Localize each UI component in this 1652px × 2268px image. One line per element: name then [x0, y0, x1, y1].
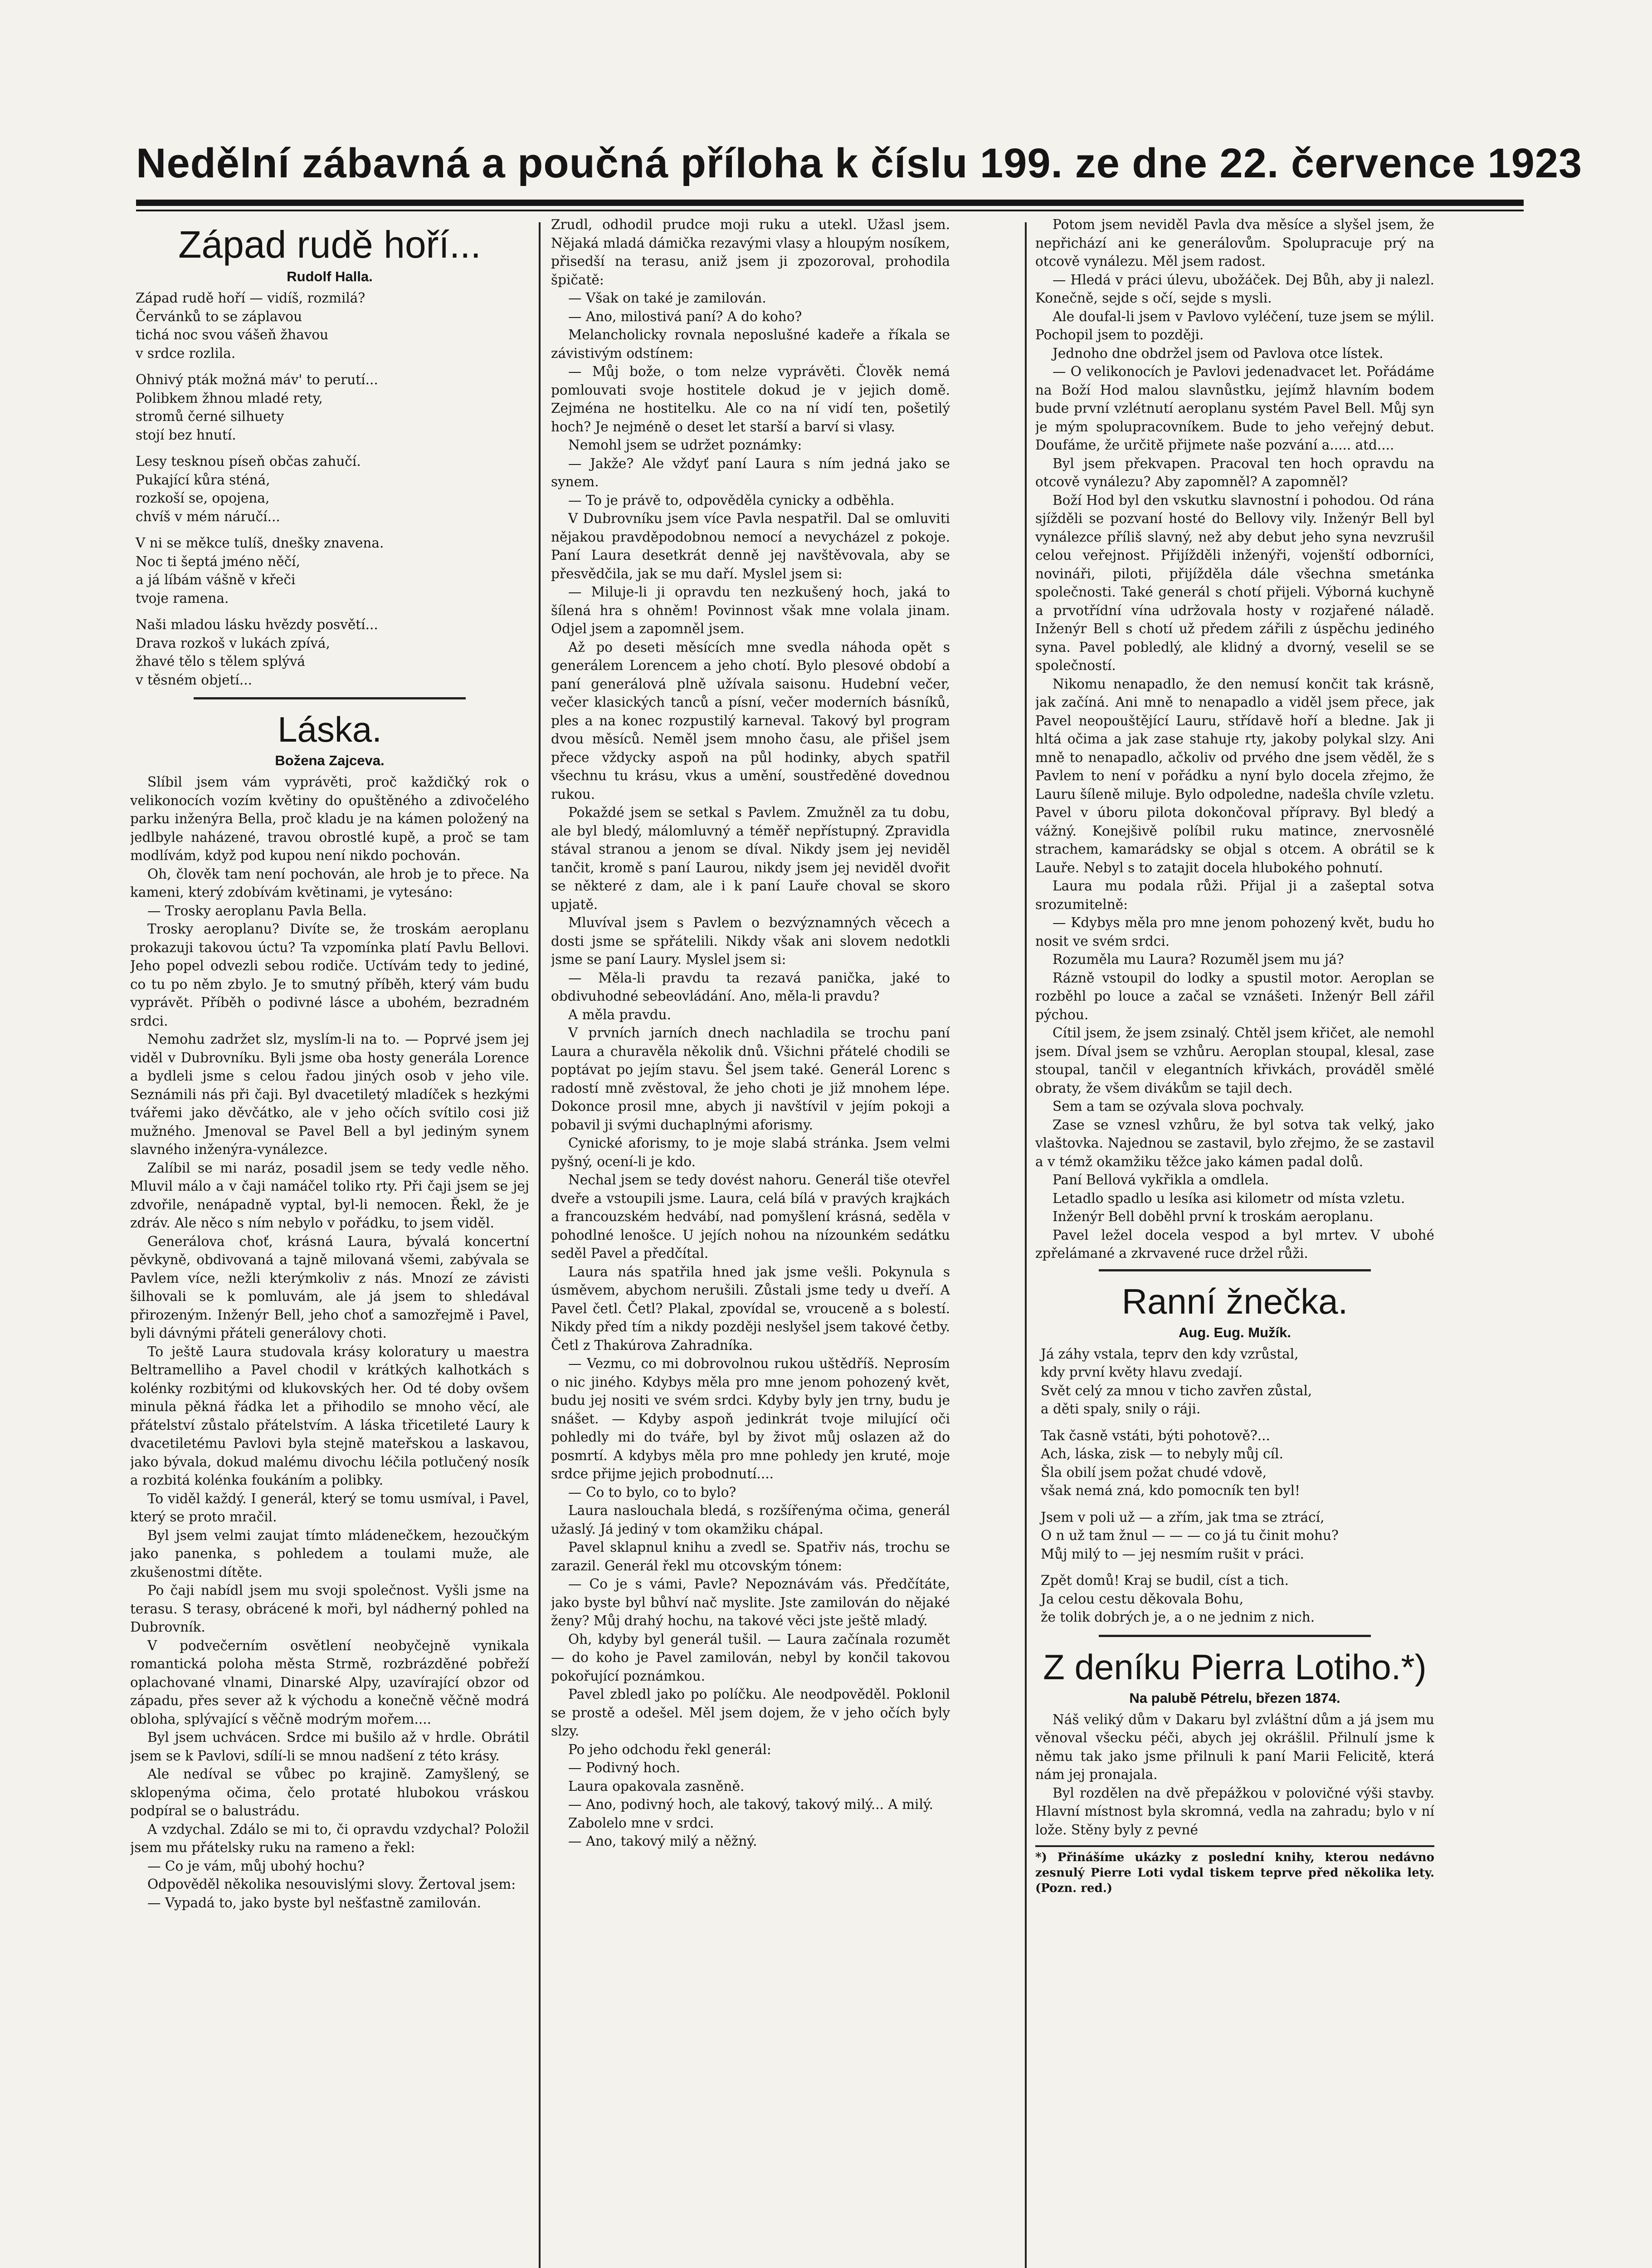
paragraph: Boží Hod byl den vskutku slavnostní i pohodou. Od rána sjížděli se pozvaní hosté do Bellovy vily. Inženýr Bell byl vynálezce příliš slavný, než aby debut jeho syna nevzrušil celou veřejnost. Přijížděli inženýři, vojenští odborníci, novináři, piloti, přijížděla dále všechna smetánka společnosti. Také generál s chotí přijeli. Výborná kuchyně a prvotřídní vína udržovala hosty v rozjařené náladě. Inženýr Bell s chotí už předem zářili z úspěchu jediného syna. Pavel pobledlý, ale klidný a dvorný, veselil se se společností.: [1035, 492, 1434, 673]
masthead-rule-thin: [136, 210, 1524, 211]
paragraph: — Hledá v práci úlevu, ubožáček. Dej Bůh, aby ji nalezl. Konečně, sejde s očí, sejde s mysli.: [1035, 272, 1434, 306]
paragraph: — Kdybys měla pro mne jenom pohozený květ, budu ho nosit ve svém srdci.: [1035, 915, 1434, 949]
story2-dateline: Na palubě Pétrelu, březen 1874.: [1129, 1690, 1340, 1706]
story2-body: [1035, 1711, 1434, 1839]
paragraph: Pokaždé jsem se setkal s Pavlem. Zmužněl za tu dobu, ale byl bledý, málomluvný a téměř nepřístupný. Zpravidla stával stranou a jenom se díval. Nikdy jsem jej neviděl tančit, kromě s paní Laurou, nikdy jsem jej neviděl dvořit se některé z dam, ale i k paní Lauře choval se skoro upjatě.: [551, 805, 950, 912]
paragraph: — O velikonocích je Pavlovi jedenadvacet let. Pořádáme na Boží Hod malou slavnůstku, jejímž hlavním bodem bude první vzlétnutí aeroplanu systém Pavel Bell. Můj syn je mým spolupracovníkem. Bude to jeho veřejný debut. Doufáme, že určitě přijmete naše pozvání a..... atd....: [1035, 364, 1434, 453]
section-separator: [1099, 1269, 1371, 1271]
paragraph: Zalíbil se mi naráz, posadil jsem se tedy vedle něho. Mluvil málo a v čaji namáčel toliko rty. Při čaji jsem se jej zdvořile, nenápadně vyptal, byl-li nemocen. Řekl, že je zdráv. Ale něco s ním nebylo v pořádku, to jsem viděl.: [130, 1160, 529, 1231]
paragraph: — Co to bylo, co to bylo?: [568, 1484, 736, 1500]
story2-title: Z deníku Pierra Lotiho.*): [1043, 1647, 1427, 1687]
poem2-body: [1041, 1345, 1434, 1627]
paragraph: — Podivný hoch.: [568, 1760, 680, 1775]
paragraph: — Však on také je zamilován.: [568, 290, 766, 306]
masthead-title: Nedělní zábavná a poučná příloha k číslu 199. ze dne 22. července 1923: [136, 140, 1583, 186]
story1-ending: [1035, 215, 1434, 1263]
paragraph: Potom jsem neviděl Pavla dva měsíce a slyšel jsem, že nepřichází ani ke generálovům. Spolupracuje prý na otcově vynálezu. Měl jsem radost.: [1035, 217, 1434, 269]
poem2-stanza-text: Tak časně vstáti, býti pohotově?... Ach, láska, zisk — to nebyly můj cíl. Šla obilí jsem požat chudé vdově, však nemá zná, kdo pomocník ten byl!: [1041, 1427, 1300, 1498]
paragraph: Laura naslouchala bledá, s rozšířenýma očima, generál užaslý. Já jediný v tom okamžiku chápal.: [551, 1503, 950, 1537]
poem1-body: [136, 289, 529, 689]
paragraph: V prvních jarních dnech nachladila se trochu paní Laura a churavěla několik dnů. Všichni přátelé chodili se poptávat po jejím stavu. Šel jsem také. Generál Lorenc s radostí mně zvěstoval, že jeho choti je již mnohem lépe. Dokonce prosil mne, abych ji navštívil v jejím pokoji a pobavil ji svými duchaplnými aforismy.: [551, 1025, 950, 1133]
paragraph: Byl jsem uchvácen. Srdce mi bušilo až v hrdle. Obrátil jsem se k Pavlovi, sdílí-li se mnou nadšení z této krásy.: [130, 1730, 529, 1764]
paragraph: Nechal jsem se tedy dovést nahoru. Generál tiše otevřel dveře a vstoupili jsme. Laura, celá bílá v pravých krajkách a francouzském hedvábí, nad pomyšlení krásná, seděla v pohodlné lenošce. U jejích nohou na nízounkém sedátku seděl Pavel a předčítal.: [551, 1172, 950, 1261]
paragraph: Nikomu nenapadlo, že den nemusí končit tak krásně, jak začíná. Ani mně to nenapadlo a viděl jsem přece, jak Pavel neopouštějící Lauru, střídavě hoří a bledne. Jak ji hltá očima a jak zase stahuje rty, jakoby polykal slzy. Ani mně to nenapadlo, ačkoliv od prvého dne jsem věděl, že s Pavlem to není v pořádku a nyní bylo docela zřejmo, že Lauru šíleně miluje. Bylo odpoledne, nadešla chvíle vzletu. Pavel v úboru pilota dokončoval přípravy. Byl bledý a vážný. Konejšivě políbil ruku matince, znervosnělé strachem, kamarádsky se objal s otcem. A obrátil se k Lauře. Nebyl s to zatajit docela hlubokého pohnutí.: [1035, 676, 1434, 875]
paragraph: Melancholicky rovnala neposlušné kadeře a říkala se závistivým odstínem:: [551, 327, 950, 361]
paragraph: Byl jsem překvapen. Pracoval ten hoch opravdu na otcově vynálezu? Aby zapomněl? A zapomněl?: [1035, 455, 1434, 489]
paragraph: V podvečerním osvětlení neobyčejně vynikala romantická poloha města Strmě, rozbrázděné pobřeží oplachované vlnami, Dinarské Alpy, uzavírající obzor od západu, přes sever až k východu a konečně věčně modrá obloha, splývající s věčně modrým mořem....: [130, 1637, 529, 1727]
paragraph: Rozuměla mu Laura? Rozuměl jsem mu já?: [1053, 952, 1344, 967]
column-1: [130, 215, 529, 2268]
paragraph: — Ano, milostivá paní? A do koho?: [568, 308, 802, 324]
paragraph: — Vypadá to, jako byste byl nešťastně zamilován.: [147, 1895, 482, 1911]
paragraph: To viděl každý. I generál, který se tomu usmíval, i Pavel, který se proto mračil.: [130, 1491, 529, 1525]
paragraph: Zase se vznesl vzhůru, že byl sotva tak velký, jako vlaštovka. Najednou se zastavil, bylo zřejmo, že se zastavil a v témž okamžiku těžce jako kámen padal dolů.: [1035, 1117, 1434, 1169]
paragraph: Nemohl jsem se udržet poznámky:: [568, 437, 802, 453]
poem2-stanza: [1041, 1571, 1434, 1627]
story1-body: [130, 773, 529, 1912]
poem1-stanza: [136, 452, 529, 526]
paragraph: — Co je vám, můj ubohý hochu?: [147, 1858, 365, 1874]
story1-continued: [551, 215, 950, 1851]
paragraph: Cítil jsem, že jsem zsinalý. Chtěl jsem křičet, ale nemohl jsem. Díval jsem se vzhůru. Aeroplan stoupal, klesal, zase stoupal, tančil v elegantních křivkách, prováděl smělé obraty, že všem divákům se tajil dech.: [1035, 1025, 1434, 1096]
paragraph: Jednoho dne obdržel jsem od Pavlova otce lístek.: [1053, 345, 1384, 361]
paragraph: Paní Bellová vykřikla a omdlela.: [1053, 1172, 1269, 1188]
paragraph: — Co je s vámi, Pavle? Nepoznávám vás. Předčítáte, jako byste byl bůhví nač myslite. Jste zamilován do nějaké ženy? Můj drahý hochu, na takové věci jste ještě mladý.: [551, 1576, 950, 1628]
paragraph: A vzdychal. Zdálo se mi to, či opravdu vzdychal? Položil jsem mu přátelsky ruku na rameno a řekl:: [130, 1821, 529, 1855]
paragraph: To ještě Laura studovala krásy koloratury u maestra Beltramelliho a Pavel chodil v krátkých kalhotkách s kolénky rozbitými od klukovských her. Od té doby ovšem minula pěkná řádka let a přihodilo se mnoho věcí, ale přátelství zůstalo přátelstvím. A láska třicetileté Laury k dvacetiletému Pavlovi byla stejně mateřskou a laskavou, jako bývala, dokud malému divochu léčila potlučený nosík a rozbitá kolénka foukáním a polibky.: [130, 1344, 529, 1488]
paragraph: Až po deseti měsících mne svedla náhoda opět s generálem Lorencem a jeho chotí. Bylo plesové období a paní generálová plně užívala saisonu. Hudební večer, večer klasických tanců a písní, večer moderních básníků, ples a na konec rozpustilý karneval. Takový byl program dvou měsíců. Neměl jsem mnoho času, ale přišel jsem přece vždycky aspoň na půl hodinky, abych spatřil všechnu tu krásu, vkus a umění, soustředěné dovednou rukou.: [551, 639, 950, 802]
paragraph: Odpověděl několika nesouvislými slovy. Žertoval jsem:: [147, 1877, 516, 1892]
poem2-stanza-text: Já záhy vstala, teprv den kdy vzrůstal, kdy první květy hlavu zvedají. Svět celý za mnou v ticho zavřen zůstal, a děti spaly, snily o ráji.: [1041, 1346, 1312, 1417]
poem2-author: Aug. Eug. Mužík.: [1179, 1324, 1291, 1340]
paragraph: Zabolelo mne v srdci.: [568, 1815, 714, 1831]
paragraph: Letadlo spadlo u lesíka asi kilometr od místa vzletu.: [1053, 1190, 1405, 1206]
paragraph: Pavel zbledl jako po políčku. Ale neodpověděl. Poklonil se prostě a odešel. Měl jsem dojem, že v jeho očích byly slzy.: [551, 1686, 950, 1739]
masthead-rule: [136, 200, 1524, 206]
paragraph: Pavel sklapnul knihu a zvedl se. Spatřiv nás, trochu se zarazil. Generál řekl mu otcovským tónem:: [551, 1540, 950, 1574]
paragraph: — Vezmu, co mi dobrovolnou rukou uštědříš. Neprosím o nic jiného. Kdybys měla pro mne jenom pohozený květ, budu jej nositi ve svém srdci. Kdyby byly jen trny, budu je snášet. — Kdyby aspoň jedinkrát tvoje milující oči pohledly mi do tváře, byl by život můj oslazen až do posmrtí. A kdybys měla pro mne pohledy jen kruté, moje srdce přijme jejich probodnutí....: [551, 1356, 950, 1481]
poem2-stanza: [1041, 1345, 1434, 1418]
poem2-stanza-text: Jsem v poli už — a zřím, jak tma se ztrácí, O n už tam žnul — — — co já tu činit mohu? Můj milý to — jej nesmím rušit v práci.: [1041, 1509, 1339, 1562]
paragraph: — Ano, podivný hoch, ale takový, takový milý... A milý.: [568, 1797, 934, 1812]
paragraph: — Měla-li pravdu ta rezavá panička, jaké to obdivuhodné sebeovládání. Ano, měla-li pravdu?: [551, 970, 950, 1004]
paragraph: Po jeho odchodu řekl generál:: [568, 1741, 771, 1757]
paragraph: Oh, kdyby byl generál tušil. — Laura začínala rozumět — do koho je Pavel zamilován, nebyl by končil takovou pokořující poznámkou.: [551, 1631, 950, 1684]
paragraph: Laura nás spatřila hned jak jsme vešli. Pokynula s úsměvem, abychom nerušili. Zůstali jsme tedy u dveří. A Pavel četl. Četl? Plakal, zpovídal se, vrouceně a s bolestí. Nikdy před tím a nikdy později neslyšel jsem takové četby. Četl z Thakúrova Zahradníka.: [551, 1264, 950, 1353]
paragraph: V Dubrovníku jsem více Pavla nespatřil. Dal se omluviti nějakou pravděpodobnou nemocí a nevycházel z pokoje. Paní Laura desetkrát denně jej navštěvovala, aby se přesvědčila, jak se mu daří. Myslel jsem si:: [551, 511, 950, 582]
paragraph: — Miluje-li ji opravdu ten nezkušený hoch, jaká to šílená hra s ohněm! Povinnost však mne volala jinam. Odjel jsem a zapomněl jsem.: [551, 584, 950, 636]
section-separator: [1099, 1635, 1371, 1637]
poem1-stanza: [136, 534, 529, 607]
poem1-stanza: [136, 289, 529, 362]
poem1-stanza: [136, 616, 529, 689]
poem2-title: Ranní žnečka.: [1121, 1281, 1348, 1321]
paragraph: — To je právě to, odpověděla cynicky a odběhla.: [568, 492, 895, 508]
poem1-stanza-text: V ni se měkce tulíš, dnešky znavena. Noc ti šeptá jméno něčí, a já líbám vášně v křeči tvoje ramena.: [136, 535, 384, 606]
poem1-stanza-text: Lesy tesknou píseň občas zahučí. Pukající kůra sténá, rozkoší se, opojena, chvíš v mém náručí...: [136, 454, 361, 524]
paragraph: — Trosky aeroplanu Pavla Bella.: [147, 903, 367, 919]
poem1-stanza: [136, 371, 529, 444]
paragraph: Ale nedíval se vůbec po krajině. Zamyšlený, se sklopenýma očima, čelo protaté hlubokou vráskou podpíral se o balustrádu.: [130, 1766, 529, 1818]
paragraph: Trosky aeroplanu? Divíte se, že troskám aeroplanu prokazuji takovou úctu? Ta vzpomínka platí Pavlu Bellovi. Jeho popel odvezli sebou rodiče. Uctívám tedy to jediné, co tu po něm zbylo. Je to smutný příběh, který vám budu vyprávět. Příběh o podivné lásce a ubohém, bezradném srdci.: [130, 921, 529, 1029]
paragraph: Po čaji nabídl jsem mu svoji společnost. Vyšli jsme na terasu. S terasy, obrácené k moři, byl nádherný pohled na Dubrovník.: [130, 1583, 529, 1635]
paragraph: Inženýr Bell doběhl první k troskám aeroplanu.: [1053, 1209, 1374, 1224]
paragraph: Náš veliký dům v Dakaru byl zvláštní dům a já jsem mu věnoval všecku péči, abych jej okrášlil. Přilnulí jsme k němu tak jako jsme přilnuli k paní Marii Felicitě, která nám jej pronajala.: [1035, 1711, 1434, 1782]
paragraph: Byl jsem velmi zaujat tímto mládenečkem, hezoučkým jako panenka, s pohledem a toulami muže, ale zkušenostmi dítěte.: [130, 1527, 529, 1580]
column-divider: [539, 222, 541, 2268]
paragraph: Sem a tam se ozývala slova pochvaly.: [1053, 1099, 1305, 1114]
story1-author: Božena Zajceva.: [275, 753, 385, 768]
paragraph: A měla pravdu.: [568, 1007, 672, 1022]
poem2-stanza: [1041, 1427, 1434, 1500]
poem2-stanza: [1041, 1508, 1434, 1564]
poem1-stanza-text: Naši mladou lásku hvězdy posvětí... Drava rozkoš v lukách zpívá, žhavé tělo s tělem splývá v těsném objetí...: [136, 617, 378, 688]
paragraph: Mluvíval jsem s Pavlem o bezvýznamných věcech a dosti jsme se spřátelili. Nikdy však ani slovem nedotkli jsme se paní Laury. Myslel jsem si:: [551, 915, 950, 967]
poem1-title: Západ rudě hoří...: [178, 223, 481, 266]
paragraph: Pavel ležel docela vespod a byl mrtev. V ubohé zpřelámané a zkrvavené ruce držel růži.: [1035, 1227, 1434, 1261]
paragraph: Nemohu zadržet slz, myslím-li na to. — Poprvé jsem jej viděl v Dubrovníku. Byli jsme oba hosty generála Lorence a bydleli jsme s celou řadou jiných osob v jeho vile. Seznámili nás při čaji. Byl dvacetiletý mladíček s hezkými tvářemi jako děvčátko, ale v jeho očích svítilo cosi již mužného. Jmenoval se Pavel Bell a byl jediným synem slavného inženýra-vynálezce.: [130, 1031, 529, 1157]
poem1-stanza-text: Ohnivý pták možná máv' to perutí... Polibkem žhnou mladé rety, stromů černé silhuety stojí bez hnutí.: [136, 372, 378, 443]
paragraph: Slíbil jsem vám vyprávěti, proč každičký rok o velikonocích vozím květiny do opuštěného a zdivočelého parku inženýra Bella, proč kladu je na kámen položený na jedlbyle naházené, travou obrostlé kupě, a proč se tam modlívám, když pod kupou není nikdo pochován.: [130, 774, 529, 863]
story1-title: Láska.: [278, 709, 382, 749]
column-2: [551, 215, 950, 2268]
paragraph: Oh, člověk tam není pochován, ale hrob je to přece. Na kameni, který zdobívám květinami, je vytesáno:: [130, 866, 529, 900]
paragraph: Laura mu podala růži. Přijal ji a zašeptal sotva srozumitelně:: [1035, 878, 1434, 912]
paragraph: Rázně vstoupil do lodky a spustil motor. Aeroplan se rozběhl po louce a začal se vznášeti. Inženýr Bell zářil pýchou.: [1035, 970, 1434, 1022]
paragraph: Ale doufal-li jsem v Pavlovo vyléčení, tuze jsem se mýlil. Pochopil jsem to později.: [1035, 308, 1434, 342]
paragraph: Laura opakovala zasněně.: [568, 1778, 745, 1794]
story2-footnote: *) Přinášíme ukázky z poslední knihy, kterou nedávno zesnulý Pierre Loti vydal tiskem teprve před několika lety. (Pozn. red.): [1035, 1845, 1434, 1896]
poem1-author: Rudolf Halla.: [287, 269, 373, 284]
paragraph: — Jakže? Ale vždyť paní Laura s ním jedná jako se synem.: [551, 455, 950, 489]
column-divider: [1025, 222, 1027, 2268]
paragraph: Byl rozdělen na dvě přepážkou v polovičné výši stavby. Hlavní místnost byla skromná, vedla na zahradu; bylo v ní lože. Stěny byly z pevné: [1035, 1785, 1434, 1838]
paragraph: Cynické aforismy, to je moje slabá stránka. Jsem velmi pyšný, ocení-li je kdo.: [551, 1135, 950, 1169]
paragraph: — Můj bože, o tom nelze vyprávěti. Člověk nemá pomlouvati svoje hostitele dokud je v jejich domě. Zejména ne hostitelku. Ale co na ní vidí ten, pošetilý hoch? Je nejméně o deset let starší a barví si vlasy.: [551, 364, 950, 435]
paragraph: — Ano, takový milý a něžný.: [568, 1833, 757, 1849]
section-separator: [194, 697, 466, 699]
paragraph: Generálova choť, krásná Laura, bývalá koncertní pěvkyně, obdivovaná a tajně milovaná všemi, zabývala se Pavlem více, nežli kterýmkoliv z nás. Mnozí ze závisti šilhovali se k pomluvám, ale já jsem to shledával přirozeným. Inženýr Bell, jeho choť a samozřejmě i Pavel, byli dávnými přáteli generálovy choti.: [130, 1233, 529, 1341]
poem1-stanza-text: Západ rudě hoří — vidíš, rozmilá? Červánků to se záplavou tichá noc svou vášeň žhavou v srdce rozlila.: [136, 290, 365, 361]
poem2-stanza-text: Zpět domů! Kraj se budil, císt a tich. Ja celou cestu děkovala Bohu, že tolik dobrých je, a o ne jednim z nich.: [1041, 1573, 1315, 1625]
paragraph: Zrudl, odhodil prudce moji ruku a utekl. Užasl jsem. Nějaká mladá dámička rezavými vlasy a hloupým nosíkem, přisedší na terasu, aniž jsem ji zpozoroval, prohodila špičatě:: [551, 217, 950, 288]
column-3: [1035, 215, 1434, 2268]
